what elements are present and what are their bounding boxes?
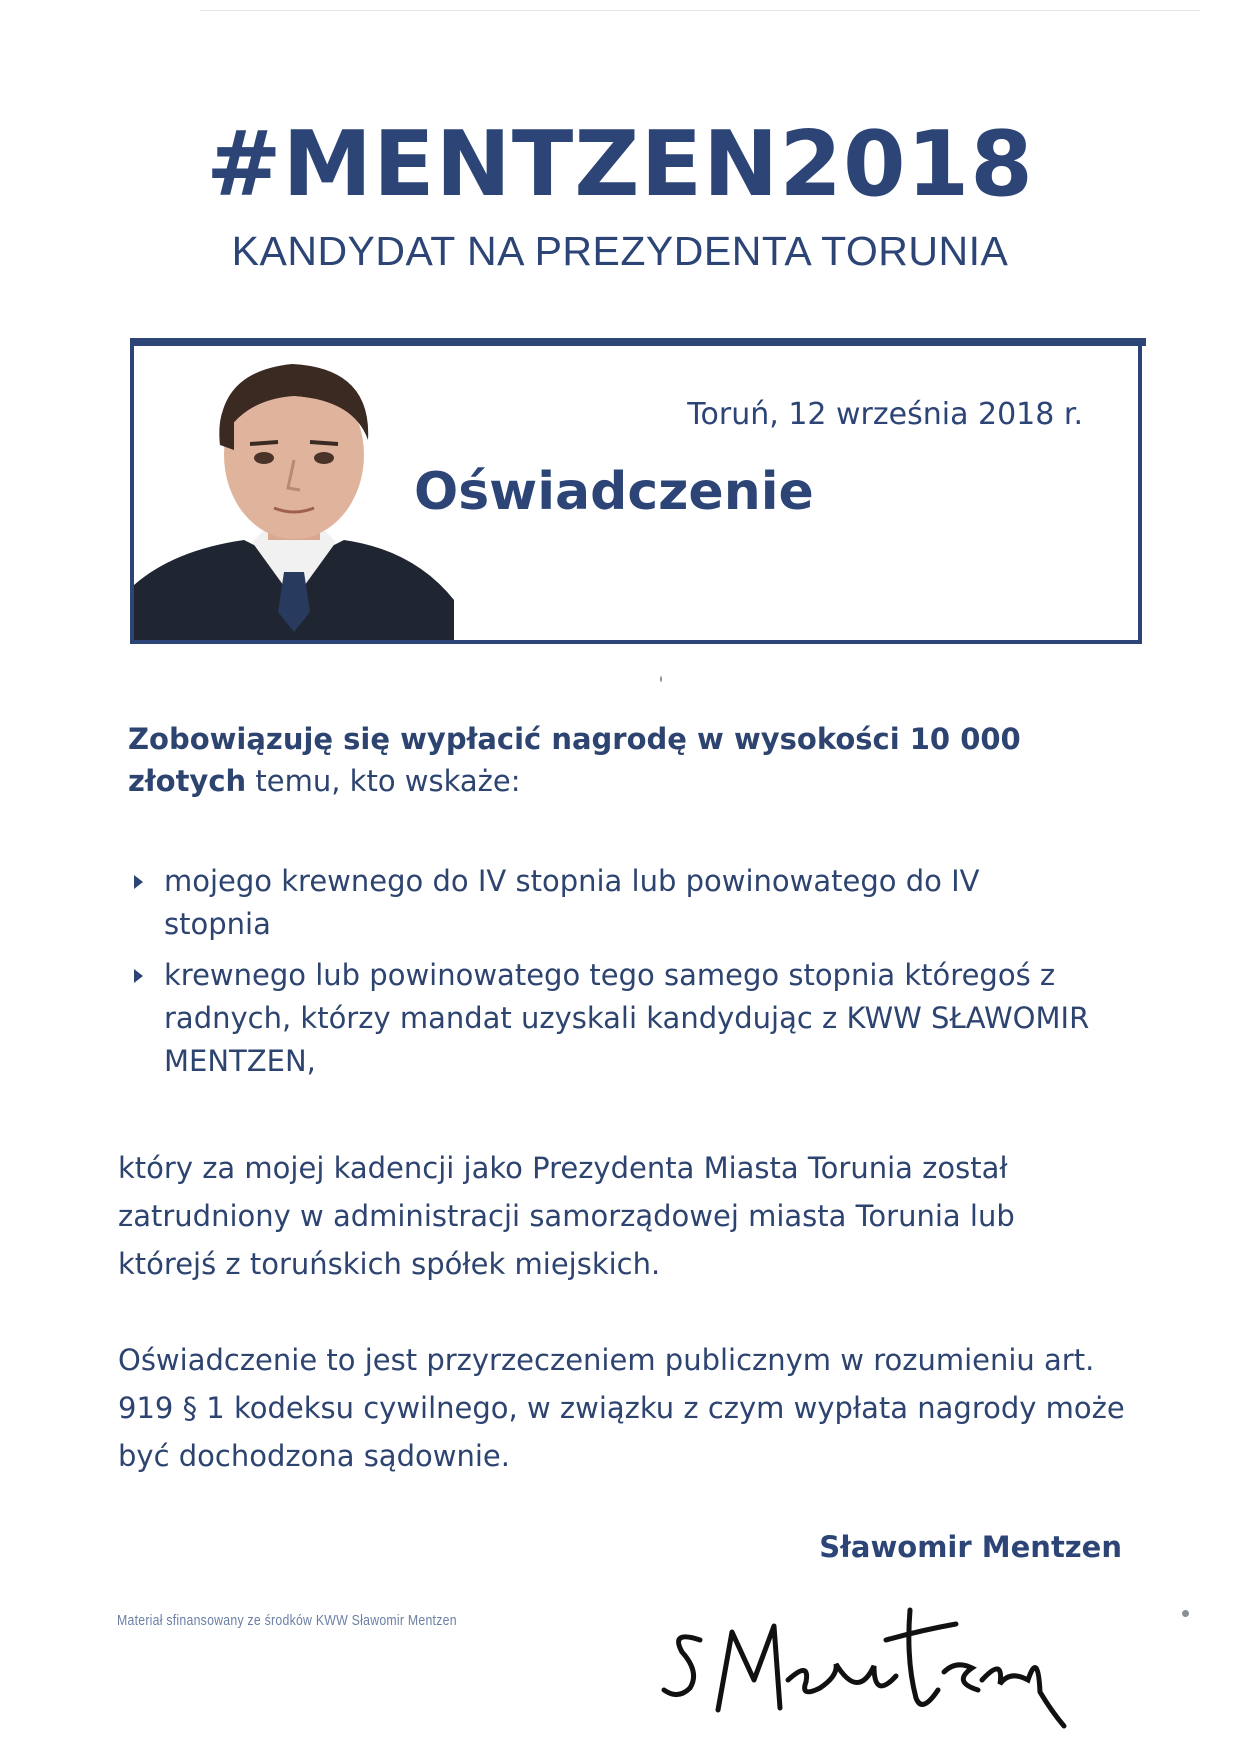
intro-rest-text: temu, kto wskaże:	[246, 764, 521, 798]
campaign-hashtag-headline: #MENTZEN2018	[206, 112, 1034, 217]
candidate-portrait-icon	[134, 350, 454, 640]
box-top-accent	[130, 338, 1146, 346]
statement-header-box	[130, 338, 1142, 644]
place-and-date: Toruń, 12 września 2018 r.	[687, 397, 1083, 432]
employment-paragraph: który za mojej kadencji jako Prezydenta Miasta Torunia został zatrudniony w administracji samorządowej miasta Torunia lub którejś z toruńskich spółek miejskich.	[118, 1151, 1015, 1281]
list-item-text: mojego krewnego do IV stopnia lub powinowatego do IV stopnia	[164, 864, 980, 941]
candidate-subheadline: KANDYDAT NA PREZYDENTA TORUNIA	[231, 228, 1009, 274]
funding-footnote: Materiał sfinansowany ze środków KWW Sławomir Mentzen	[117, 1612, 457, 1629]
signer-name: Sławomir Mentzen	[819, 1530, 1122, 1564]
legal-basis-paragraph: Oświadczenie to jest przyrzeczeniem publicznym w rozumieniu art. 919 § 1 kodeksu cywilnego, w związku z czym wypłata nagrody może być dochodzona sądownie.	[118, 1343, 1125, 1473]
scan-speck	[660, 676, 662, 682]
triangle-bullet-icon	[134, 875, 143, 889]
list-item	[134, 860, 1094, 946]
scan-speck	[1182, 1610, 1189, 1617]
triangle-bullet-icon	[134, 969, 143, 983]
list-item-text: krewnego lub powinowatego tego samego stopnia któregoś z radnych, którzy mandat uzyskali kandydując z KWW SŁAWOMIR MENTZEN,	[164, 958, 1090, 1078]
conditions-list	[134, 860, 1094, 1091]
list-item	[134, 954, 1094, 1083]
scan-edge-line	[200, 10, 1200, 11]
document-title: Oświadczenie	[414, 462, 814, 522]
intro-paragraph	[128, 718, 1068, 802]
handwritten-signature-icon	[660, 1580, 1110, 1740]
intro-bold-text: Zobowiązuję się wypłacić nagrodę w wysokości 10 000 złotych	[128, 722, 1021, 798]
